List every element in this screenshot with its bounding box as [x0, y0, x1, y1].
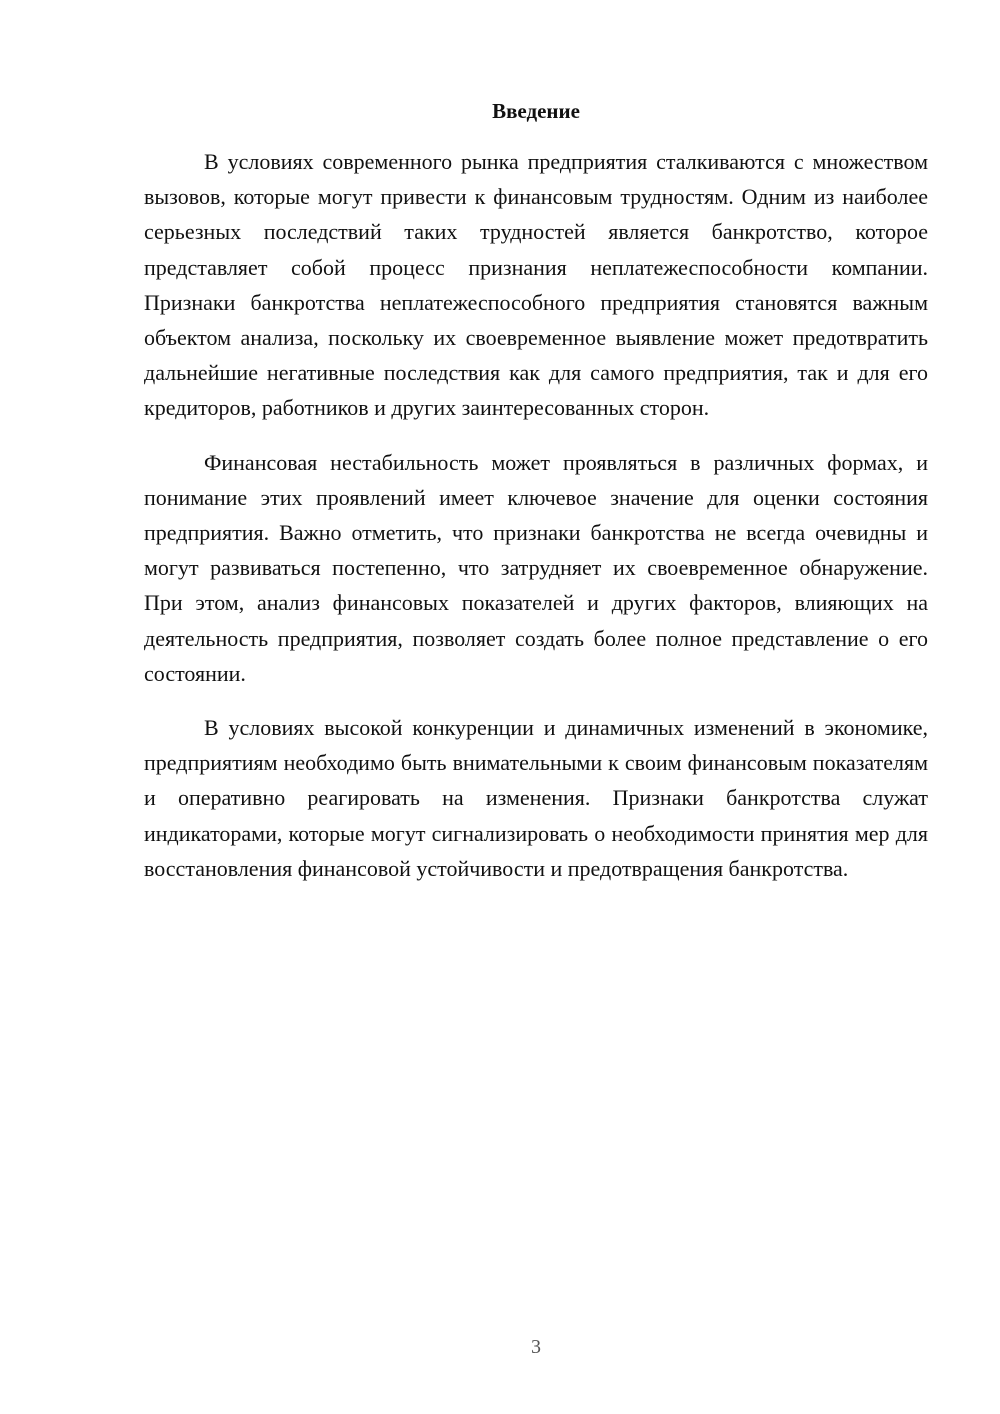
paragraph-3: В условиях высокой конкуренции и динамичных изменений в экономике, предприятиям необходимо быть внимательными к своим финансовым показателям и оперативно реагировать на изменения. Признаки банкротства служат индикаторами, которые могут сигнализировать о необходимости принятия мер для восстановления финансовой устойчивости и предотвращения банкротства. — [144, 715, 928, 881]
paragraph-2: Финансовая нестабильность может проявляться в различных формах, и понимание этих проявлений имеет ключевое значение для оценки состояния предприятия. Важно отметить, что признаки банкротства не всегда очевидны и могут развиваться постепенно, что затрудняет их своевременное обнаружение. При этом, анализ финансовых показателей и других факторов, влияющих на деятельность предприятия, позволяет создать более полное представление о его состоянии. — [144, 449, 928, 686]
body-text — [144, 144, 928, 886]
section-title: Введение — [492, 99, 580, 123]
paragraph-1: В условиях современного рынка предприятия сталкиваются с множеством вызовов, которые могут привести к финансовым трудностям. Одним из наиболее серьезных последствий таких трудностей является банкротство, которое представляет собой процесс признания неплатежеспособности компании. Признаки банкротства неплатежеспособного предприятия становятся важным объектом анализа, поскольку их своевременное выявление может предотвратить дальнейшие негативные последствия как для самого предприятия, так и для его кредиторов, работников и других заинтересованных сторон. — [144, 149, 928, 421]
page-number: 3 — [531, 1336, 541, 1358]
